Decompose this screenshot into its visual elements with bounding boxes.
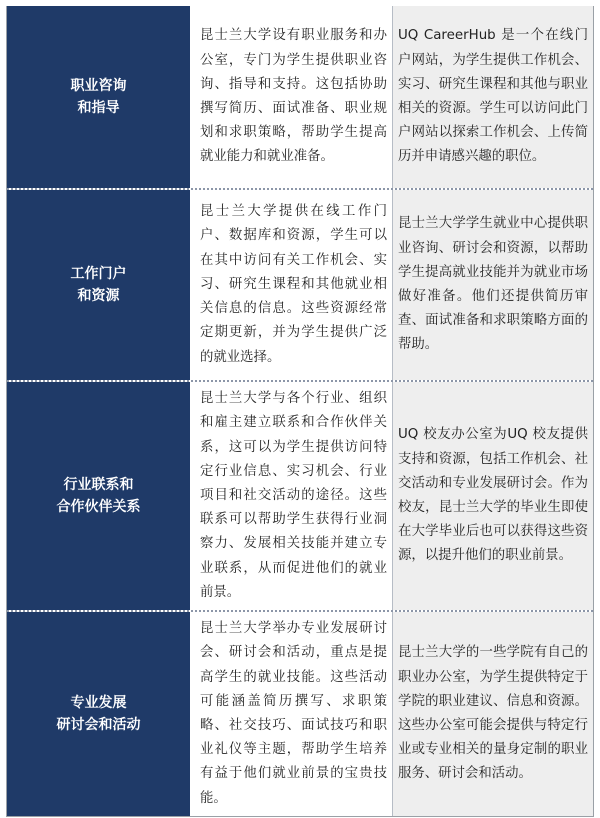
table-cell: [194, 382, 393, 610]
cell-text: UQ CareerHub 是一个在线门户网站，为学生提供工作机会、实习、研究生课程和其他与职业相关的资源。学生可以访问此门户网站以探索工作机会、上传简历并申请感兴趣的职位。: [398, 28, 588, 165]
cell-text: 昆士兰大学与各个行业、组织和雇主建立联系和合作伙伴关系，这可以为学生提供访问特定行业信息、实习机会、行业项目和社交活动的途径。这些联系可以帮助学生获得行业洞察力、发展相关技能并建立专业联系，从而促进他们的就业前景。: [200, 391, 387, 600]
table-cell: [194, 190, 393, 380]
cell-text: 昆士兰大学提供在线工作门户、数据库和资源，学生可以在其中访问有关工作机会、实习、研究生课程和其他就业相关信息的信息。这些资源经常定期更新，并为学生提供广泛的就业选择。: [200, 204, 387, 365]
table-cell: [393, 6, 593, 188]
table-row: [7, 612, 593, 817]
row-heading: 专业发展 研讨会和活动: [7, 612, 190, 816]
cell-text: 昆士兰大学的一些学院有自己的职业办公室，为学生提供特定于学院的职业建议、信息和资源。这些办公室可能会提供与特定行业或专业相关的量身定制的职业服务、研讨会和活动。: [398, 645, 588, 782]
cell-text: 昆士兰大学学生就业中心提供职业咨询、研讨会和资源，以帮助学生提高就业技能并为就业市场做好准备。他们还提供简历审查、面试准备和求职策略方面的帮助。: [398, 216, 588, 353]
cell-text: 昆士兰大学举办专业发展研讨会、研讨会和活动，重点是提高学生的就业技能。这些活动可能涵盖简历撰写、求职策略、社交技巧、面试技巧和职业礼仪等主题，帮助学生培养有益于他们就业前景的宝贵技能。: [200, 621, 387, 806]
table-row: [7, 382, 593, 612]
row-heading: 职业咨询 和指导: [7, 6, 190, 188]
table-cell: [194, 6, 393, 188]
cell-text: 昆士兰大学设有职业服务和办公室，专门为学生提供职业咨询、指导和支持。这包括协助撰写简历、面试准备、职业规划和求职策略，帮助学生提高就业能力和就业准备。: [200, 28, 387, 165]
table-cell: [393, 382, 593, 610]
table-row: [7, 6, 593, 190]
comparison-table: [6, 6, 594, 817]
row-heading: 行业联系和 合作伙伴关系: [7, 382, 190, 610]
table-cell: [393, 190, 593, 380]
table-cell: [194, 612, 393, 816]
cell-text: UQ 校友办公室为UQ 校友提供支持和资源，包括工作机会、社交活动和专业发展研讨会。作为校友，昆士兰大学的毕业生即使在大学毕业后也可以获得这些资源，以提升他们的职业前景。: [398, 427, 588, 564]
table-cell: [393, 612, 593, 816]
table-row: [7, 190, 593, 382]
row-heading: 工作门户 和资源: [7, 190, 190, 380]
